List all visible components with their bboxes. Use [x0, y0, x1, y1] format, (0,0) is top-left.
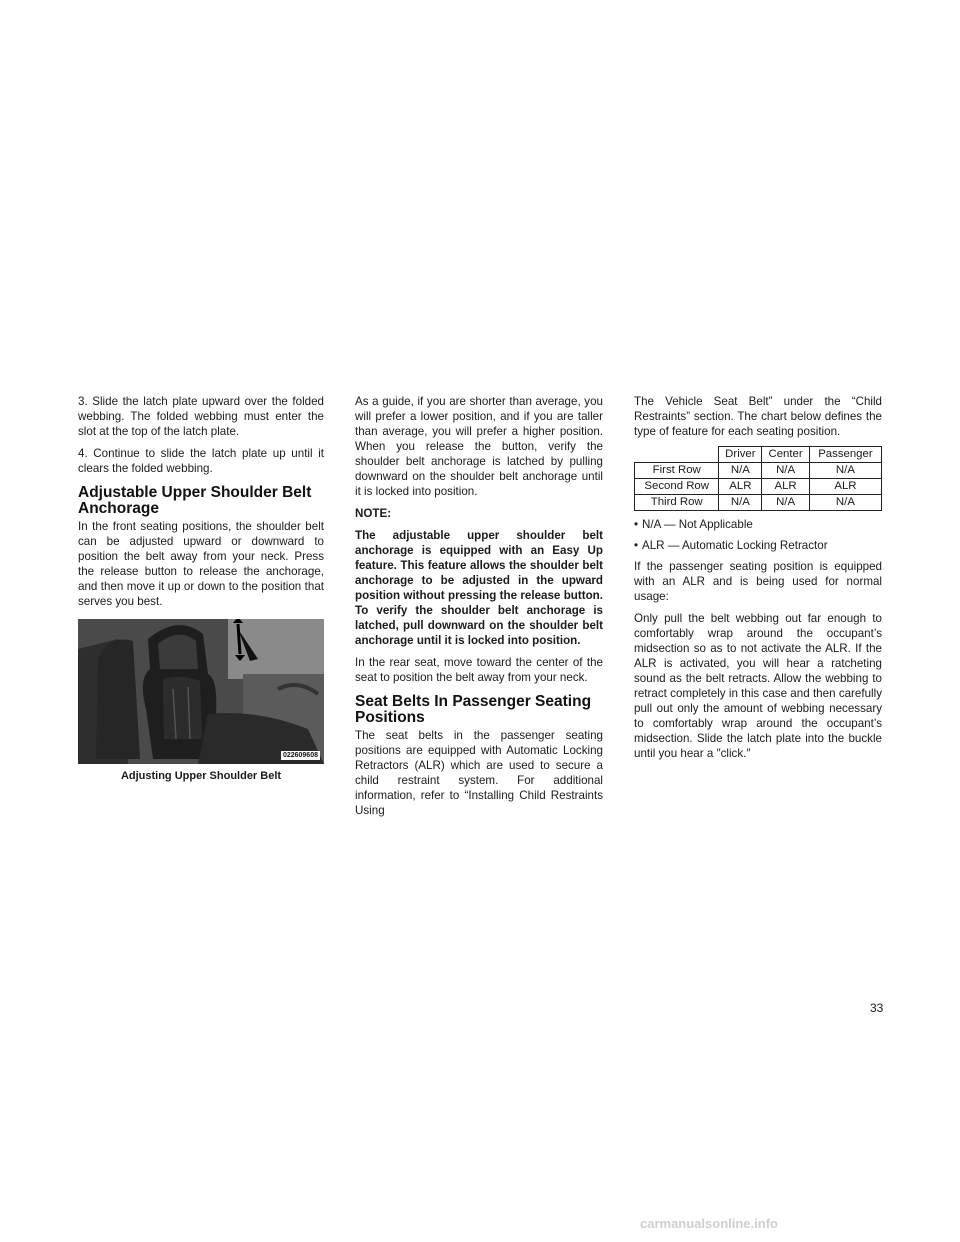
column-middle: [355, 394, 603, 825]
note-label: NOTE:: [355, 507, 392, 520]
figure-caption: Adjusting Upper Shoulder Belt: [120, 770, 282, 782]
guide-paragraph: As a guide, if you are shorter than average, you will prefer a lower position, and if you are taller than average, you will prefer a higher position. When you release the button, verify the shoulder belt anchorage is latched by pulling downward on the shoulder belt anchorage until it is locked into position.: [355, 395, 603, 498]
table-cell: ALR: [809, 479, 881, 495]
column-left: [78, 394, 324, 784]
table-cell: N/A: [809, 463, 881, 479]
list-item: • N/A — Not Applicable: [634, 517, 882, 532]
figure-adjusting-belt: [78, 619, 324, 784]
table-row: [635, 463, 882, 479]
column-right: [634, 394, 882, 768]
rear-seat-paragraph: In the rear seat, move toward the center of the seat to position the belt away from your neck.: [355, 656, 603, 684]
image-code-label: 022609608: [282, 752, 318, 759]
table-header-cell: Passenger: [809, 447, 881, 463]
table-header-cell: [635, 447, 719, 463]
table-row: [635, 495, 882, 511]
section-heading-passenger-belts: Seat Belts In Passenger Seating Positions: [355, 693, 592, 726]
seat-illustration: [78, 619, 324, 764]
table-cell: ALR: [762, 479, 810, 495]
alr-condition-paragraph: If the passenger seating position is equipped with an ALR and is being used for normal usage:: [634, 560, 882, 603]
table-cell: N/A: [719, 463, 762, 479]
note-text: The adjustable upper shoulder belt anchorage is equipped with an Easy Up feature. This feature allows the shoulder belt anchorage to be adjusted in the upward position without pressing the release button. To verify the shoulder belt anchorage is latched, pull downward on the shoulder belt anchorage until it is locked into position.: [355, 529, 603, 647]
seat-photo: [78, 619, 324, 764]
table-header-row: [635, 447, 882, 463]
table-cell: Second Row: [635, 479, 719, 495]
page-number: 33: [870, 1001, 884, 1015]
watermark-text: carmanualsonline.info: [640, 1216, 778, 1231]
table-cell: N/A: [719, 495, 762, 511]
table-cell: ALR: [719, 479, 762, 495]
table-cell: N/A: [809, 495, 881, 511]
list-item: • ALR — Automatic Locking Retractor: [634, 538, 882, 553]
chart-intro-paragraph: The Vehicle Seat Belt” under the “Child Restraints” section. The chart below defines the type of feature for each seating position.: [634, 395, 882, 438]
table-row: [635, 479, 882, 495]
table-cell: Third Row: [635, 495, 719, 511]
table-cell: N/A: [762, 463, 810, 479]
shoulder-belt-paragraph: In the front seating positions, the shoulder belt can be adjusted upward or downward to position the belt away from your neck. Press the release button to release the anchorage, and then move it up or down to the position that serves you best.: [78, 520, 324, 608]
step-3-text: 3. Slide the latch plate upward over the folded webbing. The folded webbing must enter the slot at the top of the latch plate.: [78, 395, 324, 438]
alr-instructions-paragraph: Only pull the belt webbing out far enough to comfortably wrap around the occupant’s midsection so as to not activate the ALR. If the ALR is activated, you will hear a ratcheting sound as the belt retracts. Allow the webbing to retract completely in this case and then carefully pull out only the amount of webbing necessary to comfortably wrap around the occupant’s midsection. Slide the latch plate into the buckle until you hear a ″click.″: [634, 612, 882, 760]
step-4-text: 4. Continue to slide the latch plate up until it clears the folded webbing.: [78, 447, 324, 475]
section-heading-shoulder-belt: Adjustable Upper Shoulder Belt Anchorage: [78, 484, 312, 517]
table-header-cell: Center: [762, 447, 810, 463]
table-cell: N/A: [762, 495, 810, 511]
abbreviation-list: [634, 517, 882, 553]
table-cell: First Row: [635, 463, 719, 479]
table-header-cell: Driver: [719, 447, 762, 463]
seating-feature-table: [634, 446, 882, 511]
passenger-belts-paragraph: The seat belts in the passenger seating positions are equipped with Automatic Locking Retractors (ALR) which are used to secure a child restraint system. For additional information, refer to “Installing Child Restraints Using: [355, 729, 603, 817]
